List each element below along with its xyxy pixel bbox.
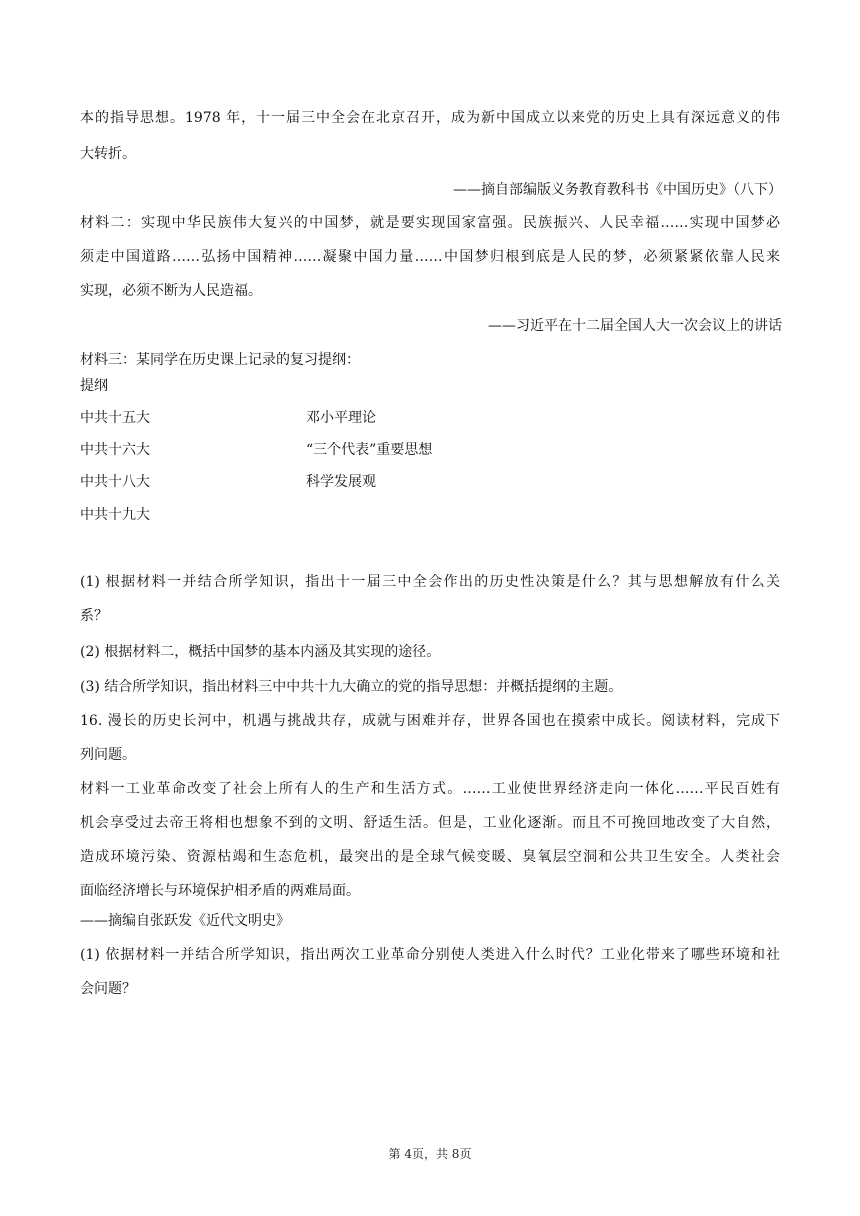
outline-congress: 中共十五大 <box>80 410 150 426</box>
q16-stem-line-2: 列问题。 <box>80 747 136 763</box>
outline-theory: “三个代表”重要思想 <box>306 442 433 458</box>
outline-congress: 中共十九大 <box>80 507 150 523</box>
q15-1-line-2: 系？ <box>80 608 108 624</box>
outline-theory: 科学发展观 <box>306 474 376 490</box>
q16-1-line-2: 会问题？ <box>80 981 136 997</box>
q16-material1-line-2: 机会享受过去帝王将相也想象不到的文明、舒适生活。但是，工业化逐渐。而且不可挽回地改变了大自然， <box>80 815 780 831</box>
material2-line-1: 材料二：实现中华民族伟大复兴的中国梦，就是要实现国家富强。民族振兴、人民幸福……实现中国梦必 <box>80 215 780 231</box>
q16-material1-source: ——摘编自张跃发《近代文明史》 <box>80 913 290 929</box>
q15-2: (2) 根据材料二，概括中国梦的基本内涵及其实现的途径。 <box>80 644 441 660</box>
q16-stem-line-1: 16. 漫长的历史长河中，机遇与挑战共存，成就与困难并存，世界各国也在摸索中成长。阅读材料，完成下 <box>80 713 780 729</box>
material2-source: ——习近平在十二届全国人大一次会议上的讲话 <box>488 318 782 334</box>
outline-title: 提纲 <box>80 378 108 394</box>
material2-line-3: 实现，必须不断为人民造福。 <box>80 283 262 299</box>
q15-3: (3) 结合所学知识，指出材料三中中共十九大确立的党的指导思想：并概括提纲的主题。 <box>80 679 623 695</box>
page-number: 第 4页，共 8页 <box>388 1147 472 1161</box>
material2-line-2: 须走中国道路……弘扬中国精神……凝聚中国力量……中国梦归根到底是人民的梦，必须紧紧依靠人民来 <box>80 249 780 265</box>
q15-1-line-1: (1) 根据材料一并结合所学知识，指出十一届三中全会作出的历史性决策是什么？其与思想解放有什么关 <box>80 574 780 590</box>
outline-theory: 邓小平理论 <box>306 410 376 426</box>
outline-congress: 中共十八大 <box>80 474 150 490</box>
intro-line-1: 本的指导思想。1978 年，十一届三中全会在北京召开，成为新中国成立以来党的历史上具有深远意义的伟 <box>80 110 780 126</box>
material3-intro: 材料三：某同学在历史课上记录的复习提纲： <box>80 352 360 368</box>
q16-material1-line-4: 面临经济增长与环境保护相矛盾的两难局面。 <box>80 883 360 899</box>
q16-material1-line-1: 材料一工业革命改变了社会上所有人的生产和生活方式。……工业使世界经济走向一体化……平民百姓有 <box>80 781 780 797</box>
material1-source: ——摘自部编版义务教育教科书《中国历史》（八下） <box>453 182 782 198</box>
q16-material1-line-3: 造成环境污染、资源枯竭和生态危机，最突出的是全球气候变暖、臭氧层空洞和公共卫生安全。人类社会 <box>80 849 780 865</box>
intro-line-2: 大转折。 <box>80 146 136 162</box>
q16-1-line-1: (1) 依据材料一并结合所学知识，指出两次工业革命分别使人类进入什么时代？工业化带来了哪些环境和社 <box>80 947 780 963</box>
outline-congress: 中共十六大 <box>80 442 150 458</box>
